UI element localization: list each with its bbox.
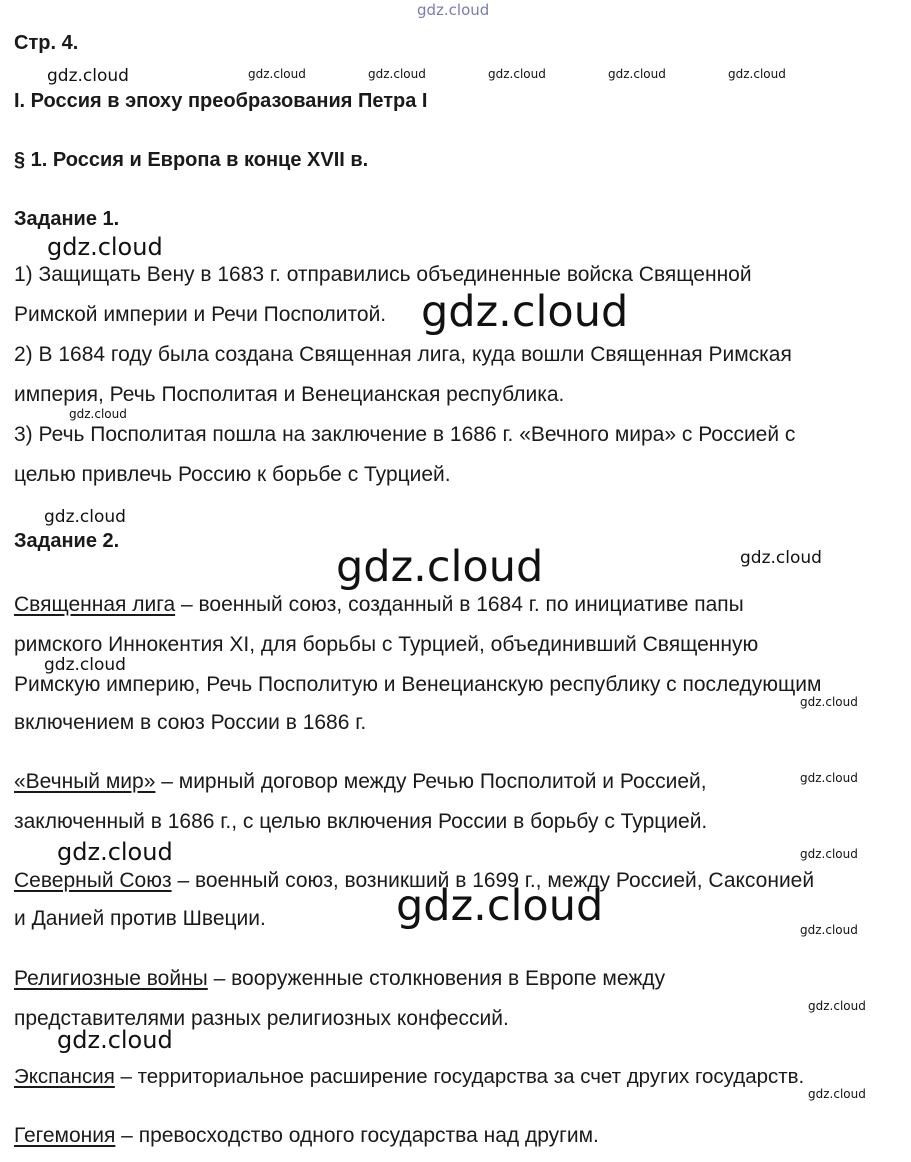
definition-text: – территориальное расширение государства за счет других государств. bbox=[114, 1065, 805, 1088]
chapter-title: I. Россия в эпоху преобразования Петра I bbox=[14, 90, 428, 112]
definition-term: Гегемония bbox=[14, 1124, 116, 1147]
definition-line: включением в союз России в 1686 г. bbox=[14, 711, 367, 734]
watermark: gdz.cloud bbox=[740, 548, 822, 568]
watermark: gdz.cloud bbox=[44, 655, 126, 675]
task1-line: 1) Защищать Вену в 1683 г. отправились объединенные войска Священной bbox=[14, 263, 752, 286]
definition-term: Северный Союз bbox=[14, 869, 172, 892]
watermark: gdz.cloud bbox=[336, 542, 544, 592]
watermark: gdz.cloud bbox=[800, 771, 858, 785]
watermark: gdz.cloud bbox=[800, 695, 858, 709]
definition-text: – превосходство одного государства над другим. bbox=[115, 1124, 599, 1147]
watermark: gdz.cloud bbox=[57, 1026, 173, 1054]
definition-first-line bbox=[14, 1065, 804, 1089]
watermark: gdz.cloud bbox=[808, 1087, 866, 1101]
watermark: gdz.cloud bbox=[69, 407, 127, 421]
watermark: gdz.cloud bbox=[44, 507, 126, 527]
definition-line: Римскую империю, Речь Посполитую и Венецианскую республику с последующим bbox=[14, 673, 822, 696]
watermark: gdz.cloud bbox=[47, 66, 129, 86]
watermark: gdz.cloud bbox=[488, 67, 546, 81]
watermark: gdz.cloud bbox=[421, 287, 629, 337]
watermark: gdz.cloud bbox=[248, 67, 306, 81]
definition-text: – военный союз, созданный в 1684 г. по инициативе папы bbox=[175, 593, 744, 616]
definition-text: – вооруженные столкновения в Европе между bbox=[207, 967, 666, 990]
definition-text: – военный союз, возникший в 1699 г., между Россией, Саксонией bbox=[171, 869, 815, 892]
task1-line: Римской империи и Речи Посполитой. bbox=[14, 303, 387, 326]
watermark: gdz.cloud bbox=[57, 838, 173, 866]
section-title: § 1. Россия и Европа в конце XVII в. bbox=[14, 149, 369, 171]
task1-line: империя, Речь Посполитая и Венецианская республика. bbox=[14, 383, 565, 406]
watermark: gdz.cloud bbox=[417, 1, 490, 19]
watermark: gdz.cloud bbox=[728, 67, 786, 81]
task1-heading: Задание 1. bbox=[14, 208, 120, 230]
definition-term: «Вечный мир» bbox=[14, 770, 156, 793]
definition-first-line bbox=[14, 593, 744, 617]
page-number-header: Стр. 4. bbox=[14, 32, 79, 54]
definition-term: Священная лига bbox=[14, 593, 176, 616]
watermark: gdz.cloud bbox=[368, 67, 426, 81]
task1-line: целью привлечь Россию к борьбе с Турцией. bbox=[14, 463, 451, 486]
definition-first-line bbox=[14, 967, 665, 991]
definition-line: римского Иннокентия XI, для борьбы с Турцией, объединивший Священную bbox=[14, 633, 759, 656]
definition-term: Религиозные войны bbox=[14, 967, 208, 990]
watermark: gdz.cloud bbox=[800, 923, 858, 937]
definition-text: – мирный договор между Речью Посполитой и Россией, bbox=[155, 770, 707, 793]
watermark: gdz.cloud bbox=[47, 233, 163, 261]
definition-line: заключенный в 1686 г., с целью включения России в борьбу с Турцией. bbox=[14, 810, 708, 833]
definition-line: и Данией против Швеции. bbox=[14, 907, 266, 930]
watermark: gdz.cloud bbox=[800, 847, 858, 861]
watermark: gdz.cloud bbox=[808, 999, 866, 1013]
definition-line: представителями разных религиозных конфессий. bbox=[14, 1007, 509, 1030]
watermark: gdz.cloud bbox=[608, 67, 666, 81]
task2-heading: Задание 2. bbox=[14, 530, 120, 552]
definition-term: Экспансия bbox=[14, 1065, 115, 1088]
watermark: gdz.cloud bbox=[396, 881, 604, 931]
task1-line: 2) В 1684 году была создана Священная лига, куда вошли Священная Римская bbox=[14, 343, 792, 366]
definition-first-line bbox=[14, 1124, 599, 1148]
definition-first-line bbox=[14, 770, 707, 794]
task1-line: 3) Речь Посполитая пошла на заключение в 1686 г. «Вечного мира» с Россией с bbox=[14, 423, 796, 446]
